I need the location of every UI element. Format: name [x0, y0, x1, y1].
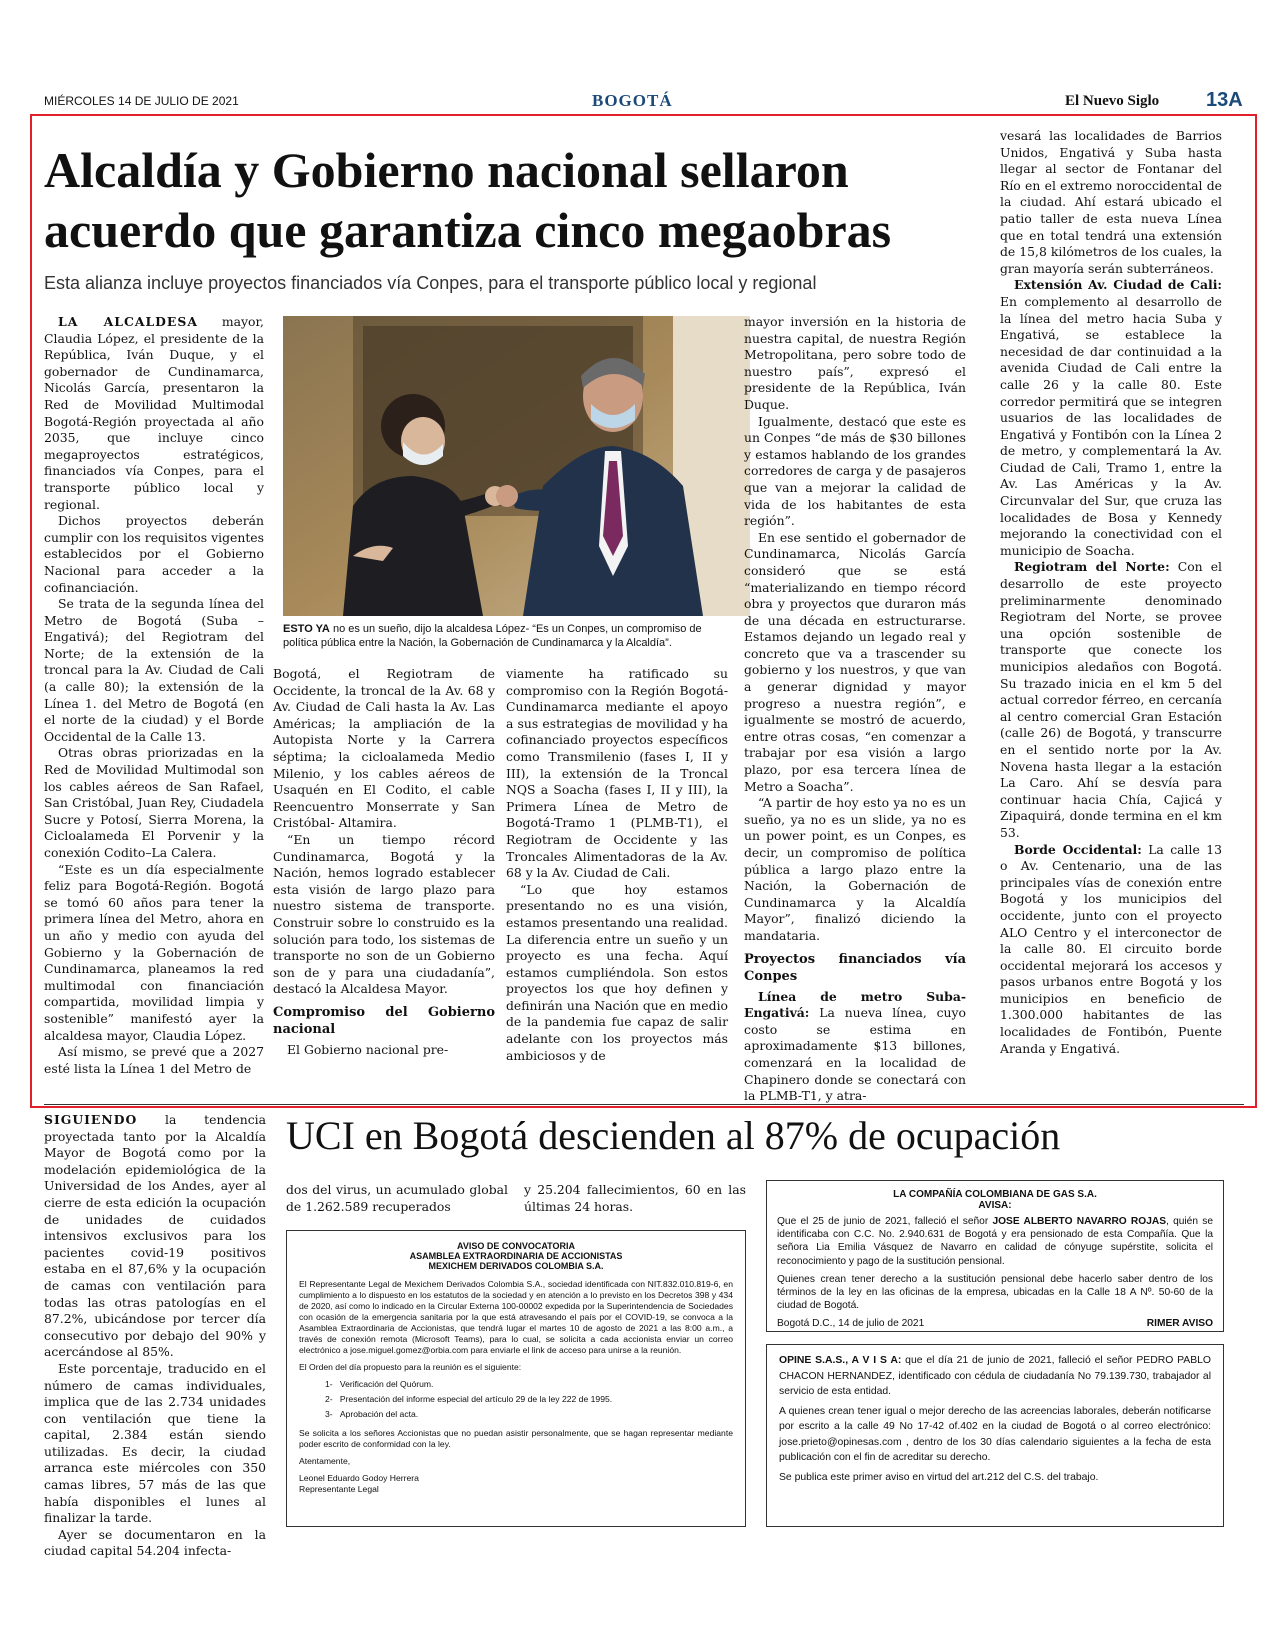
- paragraph: vesará las localidades de Barrios Unidos, Engativá y Suba hasta llegar al sector de Fontanar del Río en el extremo noroccidental de la ciudad. Ahí estará ubicado el patio taller de esta nueva Línea que en total tendrá una extensión de 15,8 kilómetros de los cuales, la gran mayoría serán subterráneos.: [1000, 128, 1222, 276]
- uci-headline: UCI en Bogotá descienden al 87% de ocupación: [286, 1113, 1061, 1158]
- caption-text: no es un sueño, dijo la alcaldesa López- “Es un Conpes, un compromiso de política pública entre la Nación, la Gobernación de Cundinamarca y la Alcaldía”.: [283, 623, 702, 649]
- deceased-name: JOSE ALBERTO NAVARRO ROJAS: [992, 1216, 1167, 1227]
- issue-date: MIÉRCOLES 14 DE JULIO DE 2021: [44, 94, 239, 108]
- article-column-4: [744, 314, 966, 1105]
- paragraph: El Orden del día propuesto para la reunión es el siguiente:: [299, 1362, 522, 1372]
- paragraph: Bogotá, el Regiotram de Occidente, la troncal de la Av. 68 y Av. Ciudad de Cali hasta la Av. Las Américas; la ampliación de la Autopista Norte y la Carrera séptima; la cicloalameda Medio Milenio, y los cables aéreos de Usaquén en El Codito, el cable Reencuentro Monserrate y San Cristóbal- Altamira.: [273, 666, 495, 831]
- notice-lead: OPINE S.A.S., A V I S A:: [779, 1355, 902, 1366]
- newspaper-name: El Nuevo Siglo: [1065, 93, 1160, 109]
- photo-illustration: [283, 316, 750, 616]
- notice-sequence: RIMER AVISO: [1146, 1318, 1213, 1330]
- paragraph: “Lo que hoy estamos presentando no es una visión, estamos presentando una realidad. La diferencia entre un sueño y un proyecto es una fecha. Aquí estamos cumpliéndola. Son estos proyectos los que hoy definen y definirán una Nación que en medio de la pandemia fue capaz de salir adelante con los proyectos más ambiciosos y de: [506, 881, 728, 1063]
- paragraph: Dichos proyectos deberán cumplir con los requisitos vigentes establecidos por el Gobierno Nacional para acceder a la cofinanciación.: [44, 513, 264, 595]
- inline-lead: Extensión Av. Ciudad de Cali:: [1014, 277, 1222, 293]
- headline: [44, 140, 1004, 260]
- notice-body: [777, 1215, 1213, 1331]
- paragraph: “En un tiempo récord Cundinamarca, Bogotá y la Nación, hemos logrado establecer esta visión de largo plazo para nuestro sistema de transporte. Construir sobre lo construido es la solución para todo, los sistemas de transporte no son de un Gobierno son de y para una ciudadanía”, destacó la Alcaldesa Mayor.: [273, 831, 495, 997]
- page-number: 13A: [1206, 89, 1243, 111]
- agenda-text: Presentación del informe especial del artículo 29 de la ley 222 de 1995.: [339, 1394, 613, 1404]
- uci-column-3: [524, 1182, 746, 1215]
- paragraph: y 25.204 fallecimientos, 60 en las últimas 24 horas.: [524, 1182, 746, 1214]
- legal-notice-opine: [766, 1344, 1224, 1527]
- notice-footer: [777, 1317, 1213, 1330]
- paragraph: “A partir de hoy esto ya no es un sueño, ya no es un slide, ya no es un power point, es un Conpes, es decir, un compromiso de política pública a largo plazo entre la Nación, la Gobernación de Cundinamarca y la Alcaldía Mayor”, finalizó diciendo la mandataria.: [744, 795, 966, 943]
- agenda-item: [325, 1409, 733, 1420]
- section-name: BOGOTÁ: [592, 91, 673, 110]
- notice-label: AVISA:: [978, 1200, 1012, 1211]
- notice-title: MEXICHEM DERIVADOS COLOMBIA S.A.: [428, 1261, 604, 1271]
- agenda-item: [325, 1379, 733, 1390]
- paragraph: A quienes crean tener igual o mejor derecho de las acreencias laborales, deberán notificarse por escrito a la calle 49 No 17-42 of.402 en la ciudad de Bogotá o al correo electrónico: jose.prieto@opinesas.com , dentro de los 30 días calendario siguientes a la fecha de esta publicación con el fin de acreditar su derecho.: [779, 1405, 1211, 1463]
- agenda-number: 3-: [325, 1409, 333, 1419]
- subheading: Proyectos financiados vía Conpes: [744, 951, 966, 984]
- signature-name: Leonel Eduardo Godoy Herrera: [299, 1473, 419, 1483]
- article-column-3: [506, 666, 728, 1064]
- paragraph: La nueva línea, cuyo costo se estima en aproximadamente $13 billones, comenzará en la localidad de Chapinero donde se conectará con la PLMB-T1, y atra-: [744, 1005, 966, 1104]
- paragraph: El Gobierno nacional pre-: [287, 1041, 449, 1057]
- paragraph: viamente ha ratificado su compromiso con la Región Bogotá-Cundinamarca mediante el apoyo a sus estrategias de movilidad y ha cofinanciado proyectos específicos como Transmilenio (fases I, II y III), la extensión de la Troncal NQS a Soacha (fases I, II y III), la Primera Línea de Metro de Bogotá-Tramo 1 (PLMB-T1), el Regiotram de Occidente y las Troncales Alimentadoras de la Av. 68 y la Av. Ciudad de Cali.: [506, 666, 728, 881]
- notice-title: ASAMBLEA EXTRAORDINARIA DE ACCIONISTAS: [409, 1251, 623, 1261]
- notice-title: AVISO DE CONVOCATORIA: [456, 1241, 575, 1251]
- company-name: LA COMPAÑÍA COLOMBIANA DE GAS S.A.: [893, 1189, 1097, 1200]
- legal-notice-gas: [766, 1180, 1224, 1332]
- paragraph: En ese sentido el gobernador de Cundinamarca, Nicolás García consideró que se está “materializando en tiempo récord obra y proyectos que duraron más de una década en estructurarse. Estamos dejando un legado real y concreto que va a trascender su gobierno y los nuestros, y que van a generar dignidad y mayor progreso a nuestra región”, e igualmente se mostró de acuerdo, entre otras cosas, “en comenzar a trabajar por esa visión a largo plazo, por esa tercera línea de Metro a Soacha”.: [744, 529, 966, 794]
- article-column-2: [273, 666, 495, 1058]
- paragraph: Que el 25 de junio de 2021, falleció el señor: [777, 1216, 993, 1227]
- inline-lead: Línea de metro Suba-Engativá:: [744, 988, 966, 1021]
- signature-role: Representante Legal: [299, 1484, 379, 1494]
- notice-date: Bogotá D.C., 14 de julio de 2021: [777, 1318, 925, 1330]
- uci-column-2: [286, 1182, 508, 1215]
- lead-caps: SIGUIENDO: [44, 1112, 138, 1127]
- article-photo: [283, 316, 750, 616]
- paragraph: Atentamente,: [299, 1456, 351, 1466]
- paragraph: Quienes crean tener derecho a la sustitución pensional debe hacerlo saber dentro de los términos de la ley en las oficinas de la empresa, ubicadas en la Calle 18 A Nº. 50-60 de la ciudad de Bogotá.: [777, 1273, 1213, 1312]
- notice-body: [779, 1353, 1211, 1485]
- paragraph: , quién se identificaba con C.C. No. 2.940.631 de Bogotá y era pensionado de esta Compañía. Que la señora Lia Emilia Vásquez de Navarro en calidad de cónyuge supérstite, solicita el reconocimiento y pago de la sustitución pensional.: [777, 1216, 1213, 1267]
- agenda-text: Verificación del Quórum.: [339, 1379, 434, 1389]
- paragraph: Así mismo, se prevé que a 2027 esté lista la Línea 1 del Metro de: [44, 1044, 264, 1076]
- agenda-number: 1-: [325, 1379, 333, 1389]
- inline-lead: Regiotram del Norte:: [1014, 559, 1170, 575]
- paragraph: Se publica este primer aviso en virtud del art.212 del C.S. del trabajo.: [779, 1471, 1099, 1483]
- paragraph: Igualmente, destacó que este es un Conpes “de más de $30 billones y estamos hablando de los grandes corredores de carga y de pasajeros que van a mejorar la calidad de vida de los habitantes de esta región”.: [744, 413, 966, 529]
- paragraph: mayor inversión en la historia de nuestra capital, de nuestra Región Metropolitana, pero sobre todo de nuestro país”, expresó el presidente de la República, Iván Duque.: [744, 314, 966, 412]
- paragraph: Se solicita a los señores Accionistas que no puedan asistir personalmente, que se hagan representar mediante poder escrito de conformidad con la ley.: [299, 1428, 733, 1449]
- headline-line-2: acuerdo que garantiza cinco megaobras: [44, 202, 892, 258]
- paragraph: Este porcentaje, traducido en el número de camas individuales, implica que de las 2.734 unidades con ventilación que tiene la capital, 2.384 están siendo utilizadas. Es decir, la ciudad arranca este miércoles con 350 camas libres, 57 más de las que había disponibles el lunes al finalizar la tarde.: [44, 1360, 266, 1526]
- paragraph: “Este es un día especialmente feliz para Bogotá-Región. Bogotá se tomó 60 años para tener la primera línea del Metro, ahora en un año y medio con ayuda del Gobierno y la Gobernación de Cundinamarca, planeamos la red multimodal con financiación compartida, movilidad limpia y sostenible” manifestó ayer la alcaldesa mayor, Claudia López.: [44, 861, 264, 1043]
- agenda-item: [325, 1394, 733, 1405]
- subheading: Compromiso del Gobierno nacional: [273, 1004, 495, 1037]
- paragraph: El Representante Legal de Mexichem Derivados Colombia S.A., sociedad identificada con NIT.832.010.819-6, en cumplimiento a lo dispuesto en los estatutos de la sociedad y en atención a lo previsto en los Decretos 398 y 434 de 2020, así como lo indicado en la Circular Externa 100-00002 expedida por la Superintendencia de Sociedades con ocasión de la emergencia sanitaria por la que está atravesando el país por el COVID-19, se convoca a la Asamblea Extraordinaria de Accionistas, que tendrá lugar el martes 10 de agosto de 2021 a las 8:00 a.m., a través de conexión remota (Microsoft Teams), para lo cual, se solicita a cada accionista enviar un correo electrónico a jose.miguel.gomez@orbia.com para enviarle el link de acceso para unirse a la reunión.: [299, 1279, 733, 1355]
- subheadline: Esta alianza incluye proyectos financiados vía Conpes, para el transporte público local y regional: [44, 273, 817, 293]
- paragraph: Ayer se documentaron en la ciudad capital 54.204 infecta-: [44, 1526, 266, 1559]
- photo-caption: [283, 622, 703, 650]
- paragraph: Con el desarrollo de este proyecto preliminarmente denominado Regiotram del Norte, se provee una opción sostenible de transporte que conecte los municipios aledaños con Bogotá. Su trazado inicia en el km 5 del actual corredor férreo, en cercanía al centro comercial Gran Estación (calle 26) de Bogotá, y transcurre en el sentido norte por la Av. Novena hasta llegar a la estación La Caro. Ahí se desvía para continuar hacia Chía, Cajicá y Zipaquirá, donde termina en el km 53.: [1000, 559, 1223, 840]
- legal-notice-mexichem: [286, 1230, 746, 1527]
- caption-lead: ESTO YA: [283, 623, 330, 635]
- uci-column-1: [44, 1112, 266, 1560]
- lead-caps: LA ALCALDESA: [58, 314, 198, 329]
- article-column-1: [44, 314, 264, 1077]
- agenda-number: 2-: [325, 1394, 333, 1404]
- inline-lead: Borde Occidental:: [1014, 841, 1142, 857]
- headline-line-1: Alcaldía y Gobierno nacional sellaron: [44, 142, 849, 198]
- agenda-text: Aprobación del acta.: [339, 1409, 419, 1419]
- paragraph: En complemento al desarrollo de la línea del metro hacia Suba y Engativá, se establece la necesidad de dar continuidad a la avenida Ciudad de Cali entre la calle 26 y la calle 80. Este corredor permitirá que se integren usuarios de las localidades de Engativá y Fontibón con la Línea 2 de metro, y complementará la Av. Ciudad de Cali, Tramo 1, entre la Av. Las Américas y la Av. Circunvalar del Sur, que cruza las localidades de Bosa y Kennedy mejorando la conectividad con el municipio de Soacha.: [1000, 293, 1222, 558]
- paragraph: Se trata de la segunda línea del Metro de Bogotá (Suba – Engativá); del Regiotram del Norte; de la extensión de la troncal para la Av. Ciudad de Cali (a calle 80); la extensión de la Línea 1. del Metro de Bogotá (en el norte de la ciudad) y el Borde Occidental de la Calle 13.: [44, 596, 264, 744]
- paragraph: dos del virus, un acumulado global de 1.262.589 recuperados: [286, 1182, 508, 1214]
- paragraph: mayor, Claudia López, el presidente de la República, Iván Duque, y el gobernador de Cundinamarca, Nicolás García, presentaron la Red de Movilidad Multimodal Bogotá-Región proyectada al año 2035, que incluye cinco megaproyectos estratégicos, financiados vía Conpes, para el transporte público local y regional.: [44, 314, 264, 512]
- paragraph: La calle 13 o Av. Centenario, una de las principales vías de conexión entre Bogotá y los municipios del occidente, junto con el proyecto ALO Centro y el interconector de la calle 80. El circuito borde occidental mejorará los accesos y pasos urbanos entre Bogotá y los municipios en beneficio de 1.300.000 habitantes de las localidades de Fontibón, Puente Aranda y Engativá.: [1000, 841, 1222, 1056]
- paragraph: la tendencia proyectada tanto por la Alcaldía Mayor de Bogotá como por la modelación epidemiológica de la Universidad de los Andes, ayer al cierre de esta edición la ocupación de unidades de cuidados intensivos exclusivos para los pacientes covid-19 positivos estaba en el 87,6% y la ocupación de camas con ventilación para todas las otras patologías en el 87.2%, ubicándose por tercer día consecutivo por debajo del 90% y acercándose al 85%.: [44, 1112, 266, 1360]
- paragraph: Otras obras priorizadas en la Red de Movilidad Multimodal son los cables aéreos de San Rafael, San Cristóbal, Juan Rey, Ciudadela Sucre y Potosí, Sierra Morena, la Cicloalameda El Porvenir y la conexión Codito–La Calera.: [44, 745, 264, 860]
- divider: [44, 1104, 1244, 1105]
- notice-body: [299, 1279, 733, 1495]
- paragraph: que el día 21 de junio de 2021, falleció el señor PEDRO PABLO CHACON HERNANDEZ, identificado con cédula de ciudadanía No 79.139.730, trabajador al servicio de esta entidad.: [779, 1355, 1212, 1397]
- article-column-5: [1000, 128, 1222, 1057]
